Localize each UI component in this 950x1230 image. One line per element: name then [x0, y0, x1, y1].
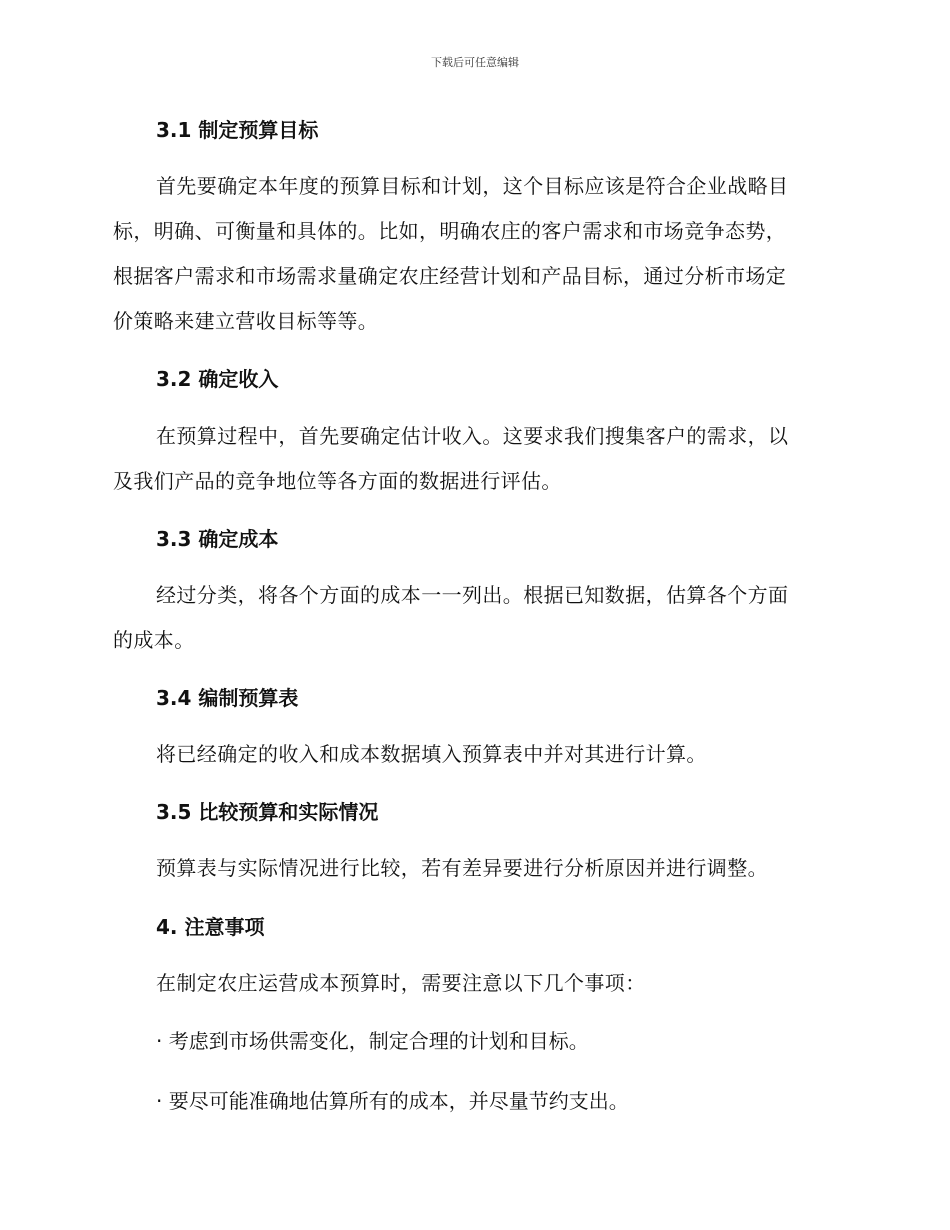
- section-heading-3-4: [113, 683, 833, 713]
- paragraph-line: 预算表与实际情况进行比较，若有差异要进行分析原因并进行调整。: [156, 856, 768, 880]
- bullet-list: [113, 1026, 833, 1056]
- bullet-list: [113, 1086, 833, 1116]
- paragraph-line: 标，明确、可衡量和具体的。比如，明确农庄的客户需求和市场竞争态势，: [113, 219, 787, 243]
- heading-text: 3.3 确定成本: [156, 527, 279, 551]
- paragraph-line: 价策略来建立营收目标等等。: [113, 309, 379, 333]
- section-body-4: [113, 961, 833, 1006]
- paragraph-line: 将已经确定的收入和成本数据填入预算表中并对其进行计算。: [156, 742, 707, 766]
- paragraph-line: 根据客户需求和市场需求量确定农庄经营计划和产品目标，通过分析市场定: [113, 264, 787, 288]
- bullet-item: · 考虑到市场供需变化，制定合理的计划和目标。: [156, 1029, 589, 1053]
- paragraph-line: 经过分类，将各个方面的成本一一列出。根据已知数据，估算各个方面: [156, 583, 789, 607]
- paragraph-line: 在预算过程中，首先要确定估计收入。这要求我们搜集客户的需求，以: [156, 424, 789, 448]
- heading-text: 3.5 比较预算和实际情况: [156, 800, 379, 824]
- section-heading-3-2: [113, 364, 833, 394]
- section-body-3-4: [113, 732, 833, 777]
- bullet-item: · 要尽可能准确地估算所有的成本，并尽量节约支出。: [156, 1089, 629, 1113]
- heading-text: 3.1 制定预算目标: [156, 118, 319, 142]
- section-heading-3-3: [113, 524, 833, 554]
- section-body-3-1: [113, 164, 833, 344]
- section-body-3-5: [113, 846, 833, 891]
- section-body-3-3: [113, 573, 833, 663]
- heading-text: 4. 注意事项: [156, 915, 265, 939]
- heading-text: 3.2 确定收入: [156, 367, 279, 391]
- paragraph-line: 首先要确定本年度的预算目标和计划，这个目标应该是符合企业战略目: [156, 174, 789, 198]
- heading-text: 3.4 编制预算表: [156, 686, 299, 710]
- paragraph-line: 在制定农庄运营成本预算时，需要注意以下几个事项：: [156, 971, 646, 995]
- paragraph-line: 及我们产品的竞争地位等各方面的数据进行评估。: [113, 469, 562, 493]
- paragraph-line: 的成本。: [113, 628, 195, 652]
- section-heading-3-5: [113, 797, 833, 827]
- page-header: 下载后可任意编辑: [431, 56, 519, 69]
- section-heading-3-1: [113, 115, 833, 145]
- section-heading-4: [113, 912, 833, 942]
- section-body-3-2: [113, 414, 833, 504]
